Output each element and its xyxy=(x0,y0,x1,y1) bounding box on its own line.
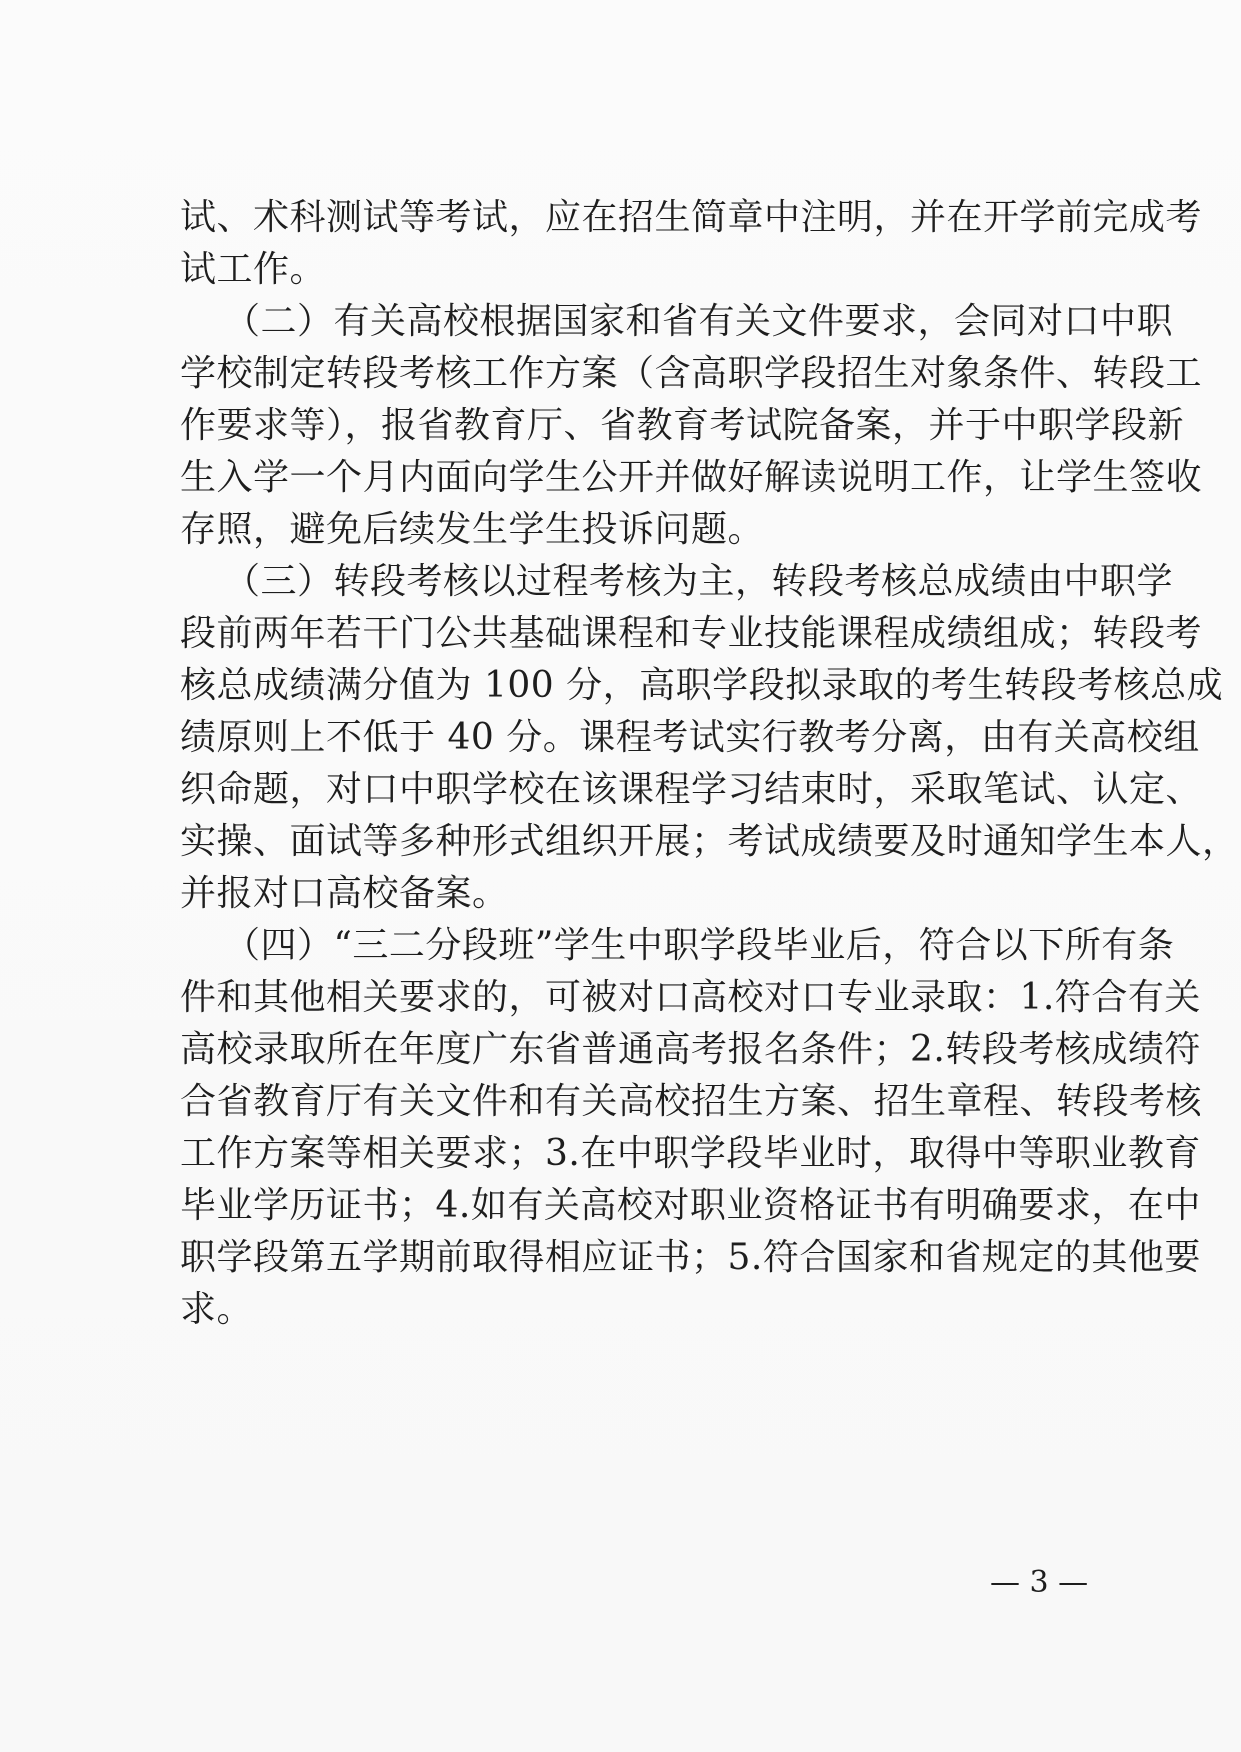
text-line: 学校制定转段考核工作方案（含高职学段招生对象条件、转段工 xyxy=(180,353,1203,394)
text-line: （三）转段考核以过程考核为主，转段考核总成绩由中职学 xyxy=(224,561,1174,602)
text-line: 实操、面试等多种形式组织开展；考试成绩要及时通知学生本人， xyxy=(180,821,1239,862)
text-line: 织命题，对口中职学校在该课程学习结束时，采取笔试、认定、 xyxy=(180,769,1203,810)
page-number: — 3 — xyxy=(990,1565,1089,1600)
text-line: 试工作。 xyxy=(180,249,327,290)
text-line: （二）有关高校根据国家和省有关文件要求，会同对口中职 xyxy=(224,301,1174,342)
text-line: 求。 xyxy=(180,1289,254,1330)
text-line: 并报对口高校备案。 xyxy=(180,873,509,914)
text-line: 作要求等），报省教育厅、省教育考试院备案，并于中职学段新 xyxy=(180,405,1185,446)
text-line: 职学段第五学期前取得相应证书；5.符合国家和省规定的其他要 xyxy=(180,1237,1201,1278)
text-line: 段前两年若干门公共基础课程和专业技能课程成绩组成；转段考 xyxy=(180,613,1203,654)
text-line: 绩原则上不低于 40 分。课程考试实行教考分离，由有关高校组 xyxy=(180,717,1200,758)
text-line: 试、术科测试等考试，应在招生简章中注明，并在开学前完成考 xyxy=(180,197,1203,238)
text-line: 高校录取所在年度广东省普通高考报名条件；2.转段考核成绩符 xyxy=(180,1029,1201,1070)
text-line: 合省教育厅有关文件和有关高校招生方案、招生章程、转段考核 xyxy=(180,1081,1203,1122)
text-line: （四）“三二分段班”学生中职学段毕业后，符合以下所有条 xyxy=(224,925,1175,966)
text-line: 件和其他相关要求的，可被对口高校对口专业录取：1.符合有关 xyxy=(180,977,1201,1018)
text-line: 工作方案等相关要求；3.在中职学段毕业时，取得中等职业教育 xyxy=(180,1133,1201,1174)
text-line: 毕业学历证书；4.如有关高校对职业资格证书有明确要求，在中 xyxy=(180,1185,1201,1226)
text-line: 核总成绩满分值为 100 分，高职学段拟录取的考生转段考核总成 xyxy=(180,665,1224,706)
text-line: 存照，避免后续发生学生投诉问题。 xyxy=(180,509,765,550)
text-line: 生入学一个月内面向学生公开并做好解读说明工作，让学生签收 xyxy=(180,457,1203,498)
